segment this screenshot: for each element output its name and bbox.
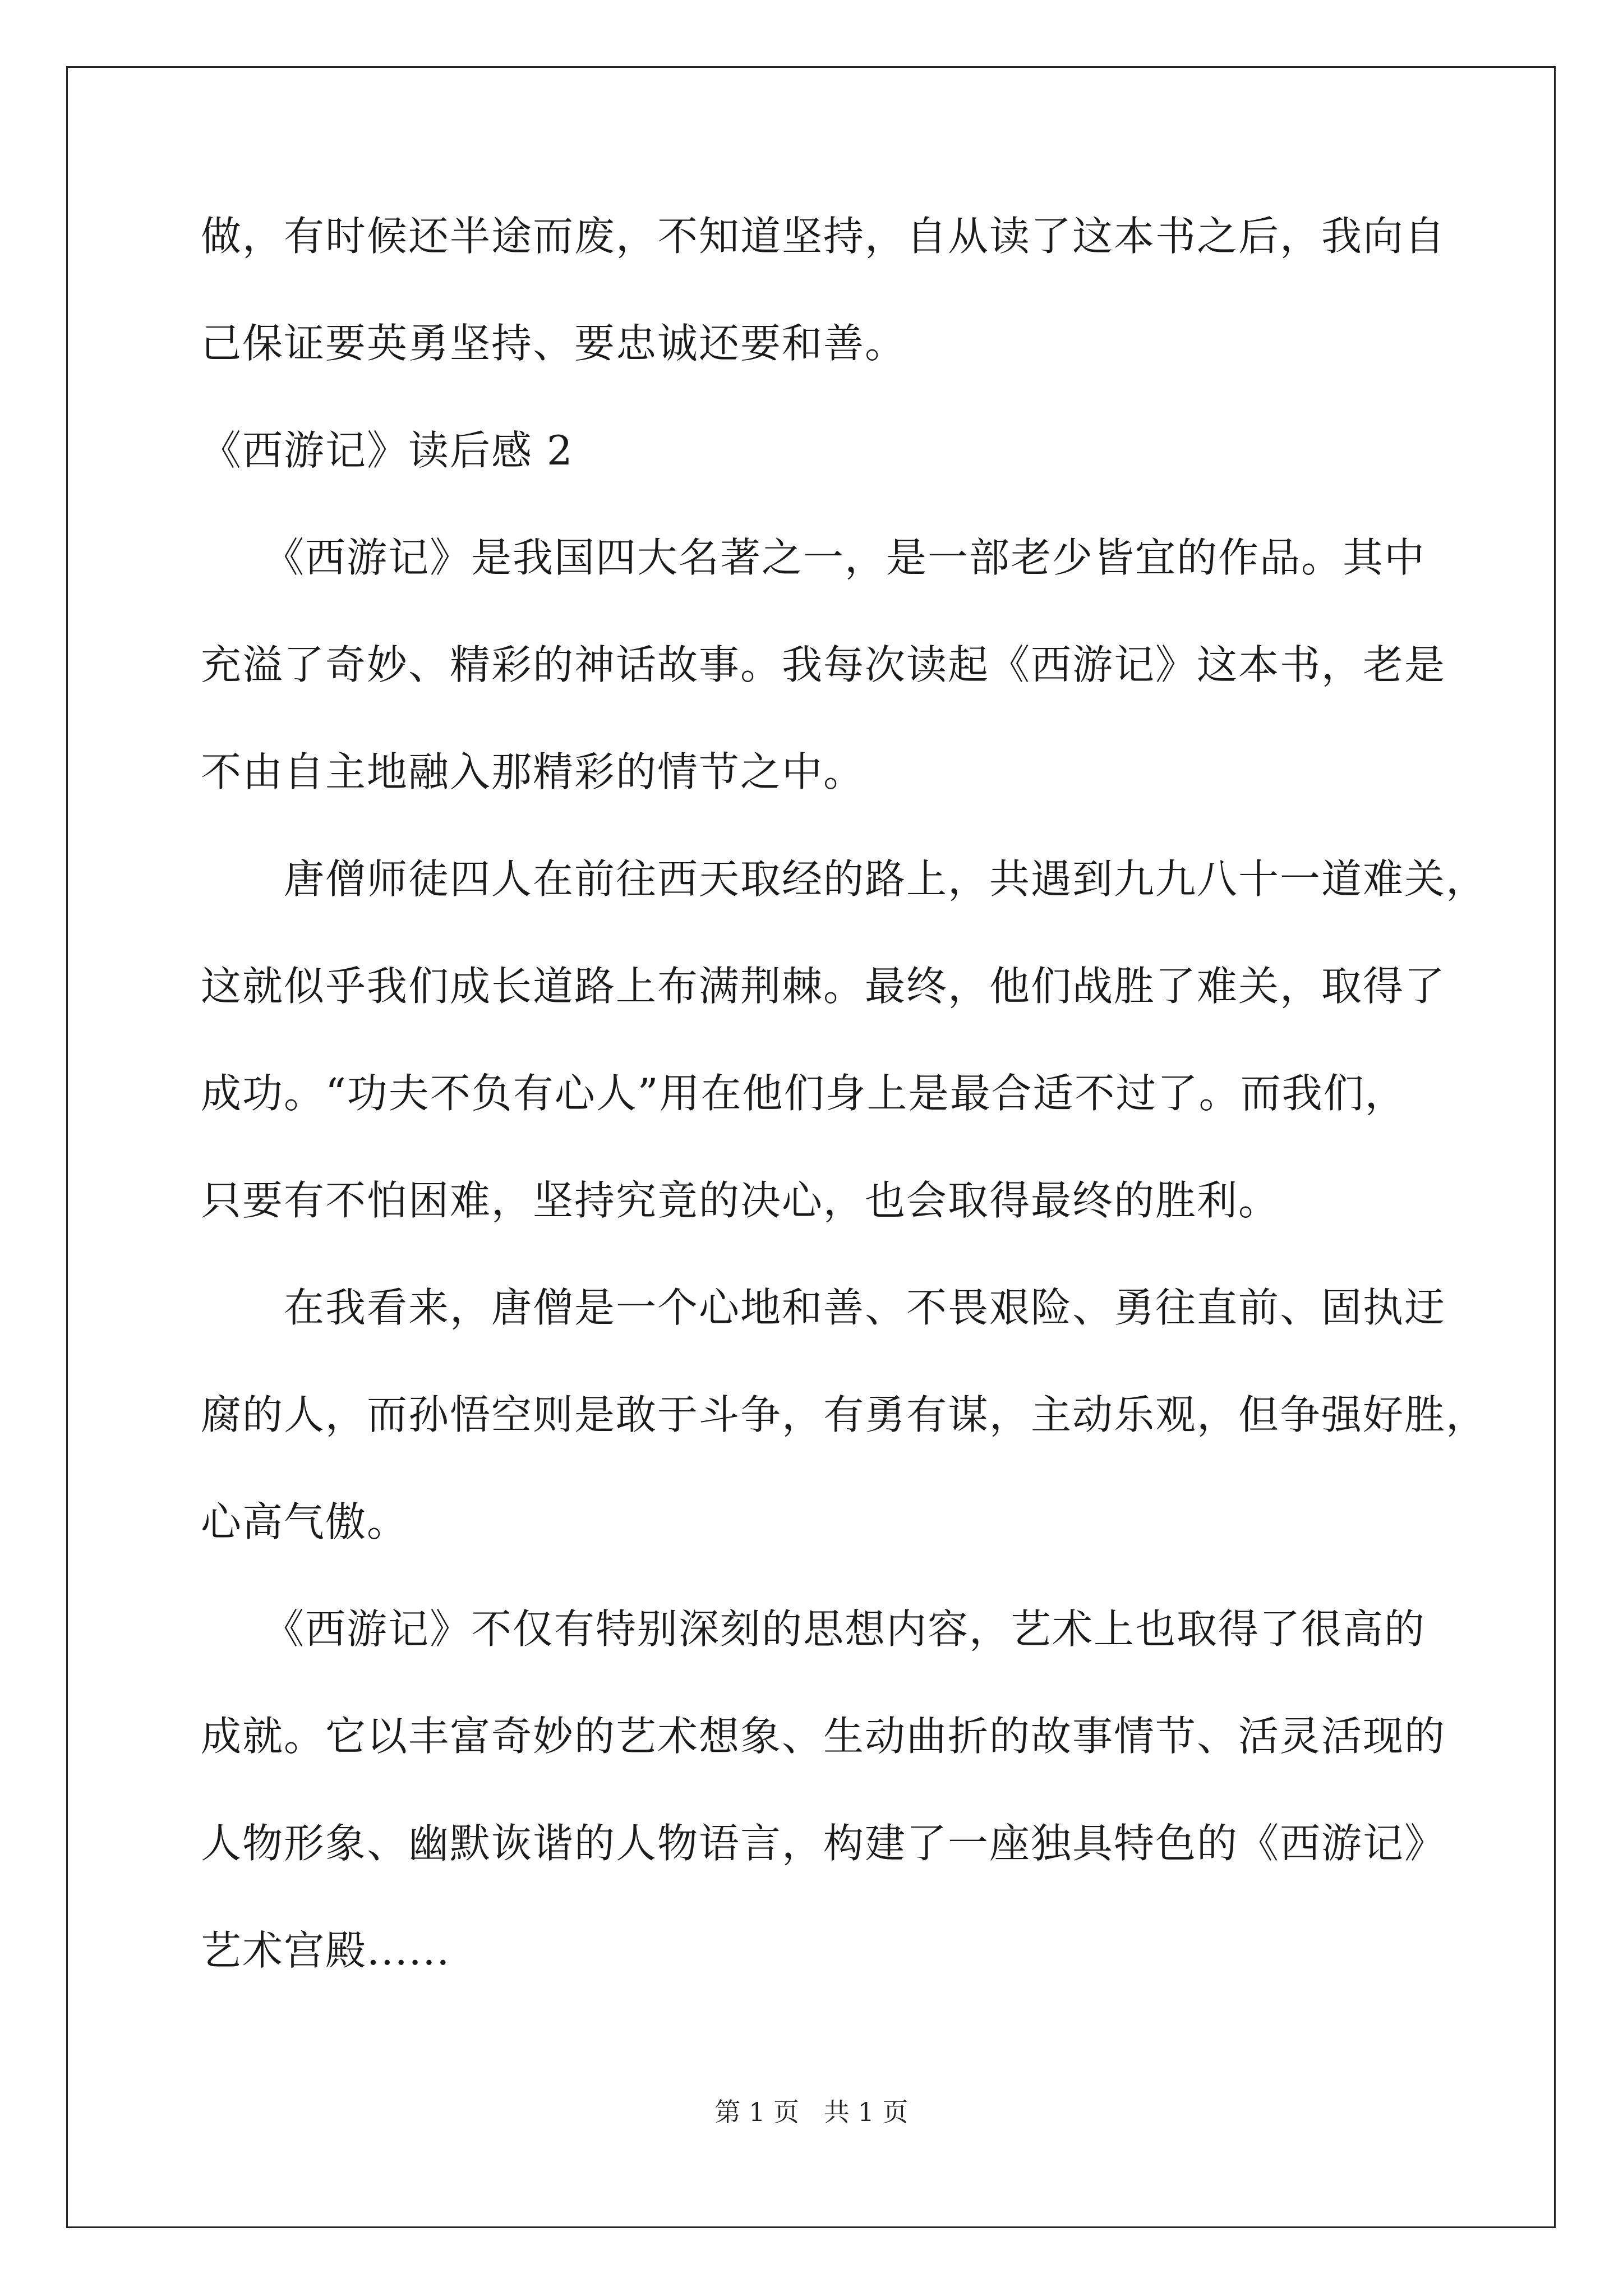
text-line: 做，有时候还半途而废，不知道坚持，自从读了这本书之后，我向自 bbox=[201, 213, 1446, 260]
text-line: 在我看来，唐僧是一个心地和善、不畏艰险、勇往直前、固执迂 bbox=[201, 1284, 1446, 1331]
text-line: 《西游记》不仅有特别深刻的思想内容，艺术上也取得了很高的 bbox=[201, 1605, 1426, 1653]
text-line: 唐僧师徒四人在前往西天取经的路上，共遇到九九八十一道难关， bbox=[201, 855, 1488, 903]
text-line: 这就似乎我们成长道路上布满荆棘。最终，他们战胜了难关，取得了 bbox=[201, 963, 1446, 1010]
text-line: 己保证要英勇坚持、要忠诚还要和善。 bbox=[201, 320, 907, 367]
text-line: 不由自主地融入那精彩的情节之中。 bbox=[201, 748, 865, 795]
text-line: 艺术宫殿...... bbox=[201, 1927, 451, 1974]
page-number-footer: 第 1 页 共 1 页 bbox=[714, 2097, 909, 2127]
text-line: 《西游记》是我国四大名著之一，是一部老少皆宜的作品。其中 bbox=[201, 534, 1426, 581]
text-line: 人物形象、幽默诙谐的人物语言，构建了一座独具特色的《西游记》 bbox=[201, 1820, 1446, 1867]
text-line: 只要有不怕困难，坚持究竟的决心，也会取得最终的胜利。 bbox=[201, 1177, 1280, 1224]
text-line: 腐的人，而孙悟空则是敢于斗争，有勇有谋，主动乐观，但争强好胜， bbox=[201, 1391, 1488, 1438]
text-line: 成功。“功夫不负有心人”用在他们身上是最合适不过了。而我们， bbox=[201, 1070, 1407, 1117]
text-line: 成就。它以丰富奇妙的艺术想象、生动曲折的故事情节、活灵活现的 bbox=[201, 1713, 1446, 1760]
text-line: 心高气傲。 bbox=[201, 1498, 409, 1545]
document-body bbox=[201, 213, 1488, 2037]
section-heading: 《西游记》读后感 2 bbox=[201, 427, 574, 474]
text-line: 充溢了奇妙、精彩的神话故事。我每次读起《西游记》这本书，老是 bbox=[201, 641, 1446, 688]
